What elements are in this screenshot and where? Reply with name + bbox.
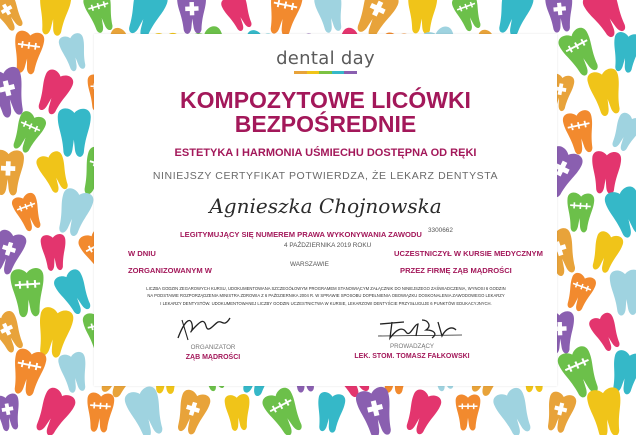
participated-label: UCZESTNICZYŁ W KURSIE MEDYCZNYM [394, 249, 543, 258]
tooth-decoration [82, 0, 119, 35]
tooth-decoration [607, 111, 636, 154]
tooth-decoration [556, 25, 605, 79]
tooth-decoration [562, 271, 598, 313]
certificate-title [94, 88, 557, 136]
instructor-name: LEK. STOM. TOMASZ FAŁKOWSKI [354, 353, 470, 360]
tooth-decoration [609, 269, 636, 316]
city-value: WARSZAWIE [290, 261, 329, 268]
certificate-panel [94, 34, 557, 386]
tooth-decoration [0, 228, 28, 277]
date-value: 4 PAŹDZIERNIKA 2019 ROKU [284, 242, 372, 249]
tooth-decoration [40, 233, 68, 271]
logo-bar [319, 71, 332, 74]
tooth-decoration [587, 230, 625, 276]
tooth-decoration [314, 391, 347, 434]
tooth-decoration [562, 109, 599, 156]
tooth-decoration [492, 0, 535, 39]
tooth-decoration [10, 267, 46, 317]
tooth-decoration [542, 390, 577, 434]
organizer-role: ORGANIZATOR [190, 344, 236, 351]
tooth-decoration [58, 32, 91, 73]
tooth-decoration [33, 306, 75, 360]
instructor-role: PROWADZĄCY [389, 343, 435, 350]
license-value: 3300662 [428, 227, 453, 234]
tooth-decoration [491, 386, 537, 435]
tooth-decoration [610, 31, 636, 74]
title-line-1: KOMPOZYTOWE LICÓWKI [180, 87, 471, 113]
logo-bar [294, 71, 307, 74]
logo-color-bars [294, 71, 357, 74]
tooth-decoration [545, 0, 576, 33]
tooth-decoration [590, 151, 621, 195]
fine-print-line: LICZBA GODZIN ZEGAROWYCH KURSU, UDOKUMENTOWANA SZCZEGÓŁOWYM PROGRAMEM STANOWIĄCYM ZAŁĄCZNIK DO NINIEJSZEGO ZAŚWIADCZENIA, WYNOSI 6 GODZIN [146, 286, 506, 291]
certificate-subtitle: ESTETYKA I HARMONIA UŚMIECHU DOSTĘPNA OD RĘKI [174, 147, 477, 159]
tooth-decoration [400, 388, 443, 435]
tooth-decoration [52, 186, 95, 238]
dental-day-logo: dental day [276, 48, 375, 69]
tooth-decoration [57, 351, 91, 395]
tooth-decoration [264, 0, 304, 38]
tooth-decoration [354, 385, 398, 435]
tooth-decoration [30, 385, 78, 435]
tooth-decoration [565, 192, 594, 233]
tooth-decoration [456, 394, 481, 430]
date-label: W DNIU [128, 249, 156, 258]
tooth-decoration [450, 0, 486, 34]
tooth-decoration [406, 0, 437, 34]
title-line-2: BEZPOŚREDNIE [234, 111, 417, 137]
license-label: LEGITYMUJĄCY SIĘ NUMEREM PRAWA WYKONYWANIA ZAWODU [180, 230, 422, 239]
instructor-signature [376, 316, 466, 342]
organizer-signature [170, 312, 240, 342]
tooth-decoration [260, 385, 309, 435]
tooth-decoration [8, 109, 48, 156]
tooth-decoration [8, 347, 48, 398]
organizer-name: ZĄB MĄDROŚCI [185, 354, 241, 361]
tooth-decoration [313, 0, 347, 34]
tooth-decoration [587, 311, 625, 354]
recipient-name: Agnieszka Chojnowska [209, 194, 442, 218]
tooth-decoration [177, 0, 207, 34]
tooth-decoration [36, 0, 72, 37]
fine-print [116, 285, 536, 307]
tooth-decoration [172, 388, 212, 435]
fine-print-line: I LEKARZY DENTYSTÓW. UDOKUMENTOWANEJ LICZBY GODZIN UCZESTNICTWA W KURSIE, LEKARZOWI DENTYŚCIE PRZYSŁUGUJE 6 PUNKTÓW EDUKACYJNYCH. [160, 300, 492, 306]
tooth-decoration [85, 392, 114, 433]
logo-bar [344, 71, 357, 74]
fine-print-line: NA PODSTAWIE ROZPORZĄDZENIA MINISTRA ZDROWIA Z 6 PAŹDZIERNIKA 2004 R. W SPRAWIE SPOSOBU DOPEŁNIENIA OBOWIĄZKU DOSKONALENIA ZAWODOWEGO LEKARZY [147, 293, 505, 299]
tooth-decoration [0, 393, 23, 433]
tooth-decoration [123, 384, 170, 435]
tooth-decoration [603, 184, 636, 240]
tooth-decoration [52, 267, 97, 318]
tooth-decoration [586, 67, 626, 118]
tooth-decoration [57, 108, 91, 157]
tooth-decoration [0, 150, 24, 196]
tooth-decoration [586, 386, 626, 435]
certificate-statement: NINIEJSZY CERTYFIKAT POTWIERDZA, ŻE LEKARZ DENTYSTA [152, 170, 499, 182]
tooth-decoration [10, 191, 46, 233]
tooth-decoration [224, 393, 252, 431]
logo-bar [307, 71, 320, 74]
tooth-decoration [219, 0, 257, 34]
company-label: PRZEZ FIRMĘ ZĄB MĄDROŚCI [400, 266, 512, 275]
organized-label: ZORGANIZOWANYM W [128, 266, 212, 275]
logo-bar [332, 71, 345, 74]
tooth-decoration [0, 0, 28, 34]
